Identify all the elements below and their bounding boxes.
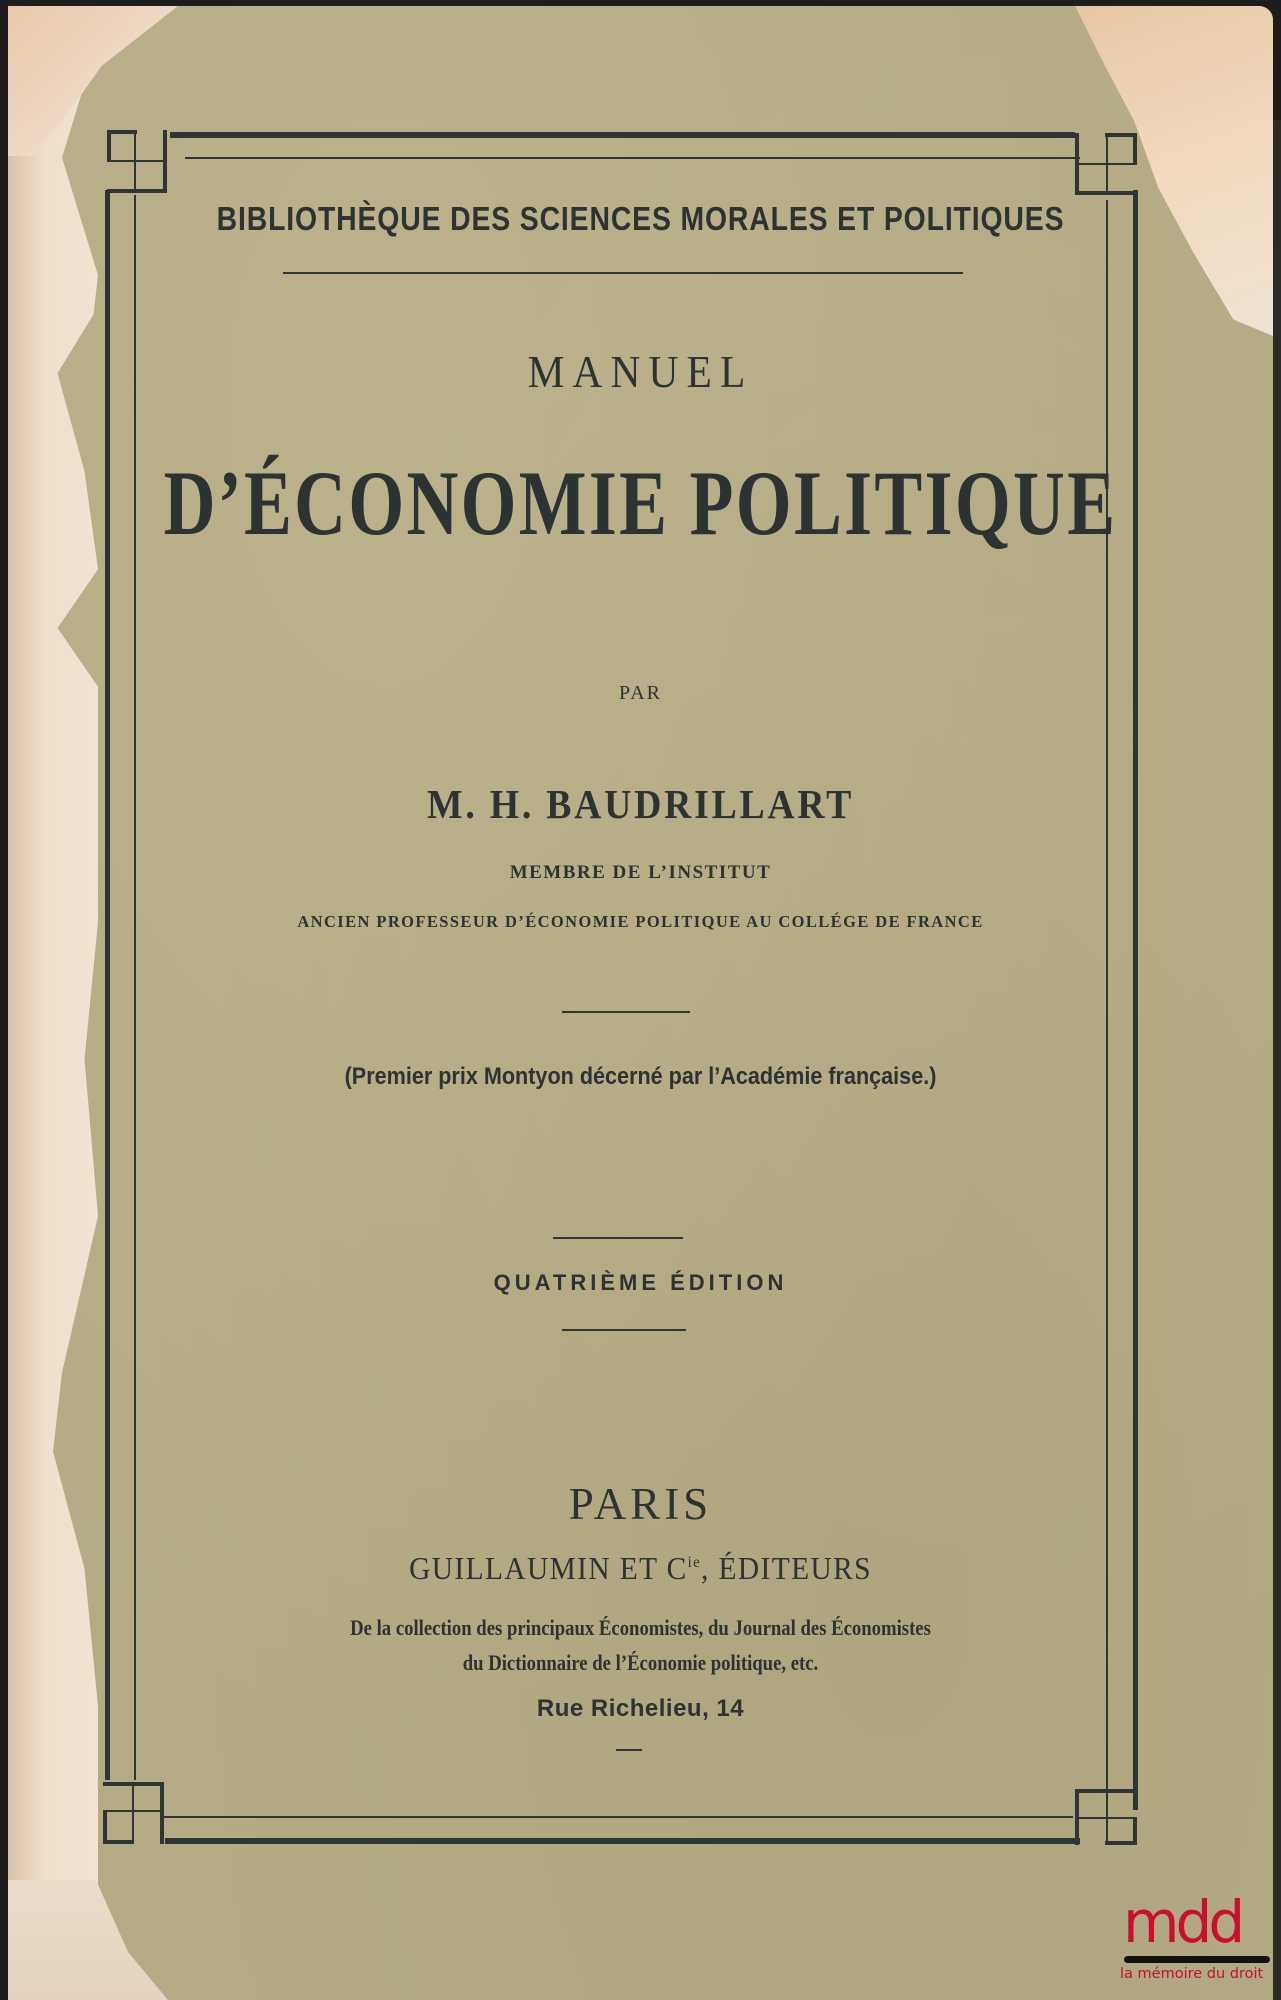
publisher-name <box>51 1550 1230 1587</box>
publication-city: PARIS <box>568 1479 713 1529</box>
watermark-logo <box>1120 1890 1281 2000</box>
end-mark <box>616 1749 642 1751</box>
series-title: BIBLIOTHÈQUE DES SCIENCES MORALES ET POLITIQUES <box>216 200 1065 237</box>
edition-label: QUATRIÈME ÉDITION <box>493 1270 788 1295</box>
author-former-position: ANCIEN PROFESSEUR D’ÉCONOMIE POLITIQUE AU COLLÉGE DE FRANCE <box>297 912 984 931</box>
logo-underline <box>1124 1956 1270 1963</box>
rule-divider <box>562 1329 686 1331</box>
publisher-collection-line-1: De la collection des principaux Économistes, du Journal des Économistes <box>350 1615 931 1640</box>
rule-divider <box>553 1237 683 1239</box>
rule-divider <box>283 272 963 274</box>
author-affiliation: MEMBRE DE L’INSTITUT <box>509 862 772 883</box>
award-note: (Premier prix Montyon décerné par l’Académie française.) <box>344 1063 937 1090</box>
publisher-superscript: ie <box>687 1554 702 1571</box>
logo-tagline: la mémoire du droit <box>1120 1966 1264 1982</box>
author-name: M. H. BAUDRILLART <box>426 781 855 827</box>
publisher-tail: , ÉDITEURS <box>701 1550 872 1586</box>
byline-label: PAR <box>618 682 663 704</box>
book-title-line-1: MANUEL <box>527 346 754 397</box>
rule-divider <box>562 1011 690 1013</box>
publisher-main: GUILLAUMIN ET C <box>409 1550 688 1586</box>
book-title-line-2: D’ÉCONOMIE POLITIQUE <box>163 452 1118 554</box>
publisher-address: Rue Richelieu, 14 <box>536 1695 745 1722</box>
publisher-collection-line-2: du Dictionnaire de l’Économie politique, etc. <box>462 1650 819 1675</box>
logo-wordmark: mdd <box>1123 1888 1242 1956</box>
